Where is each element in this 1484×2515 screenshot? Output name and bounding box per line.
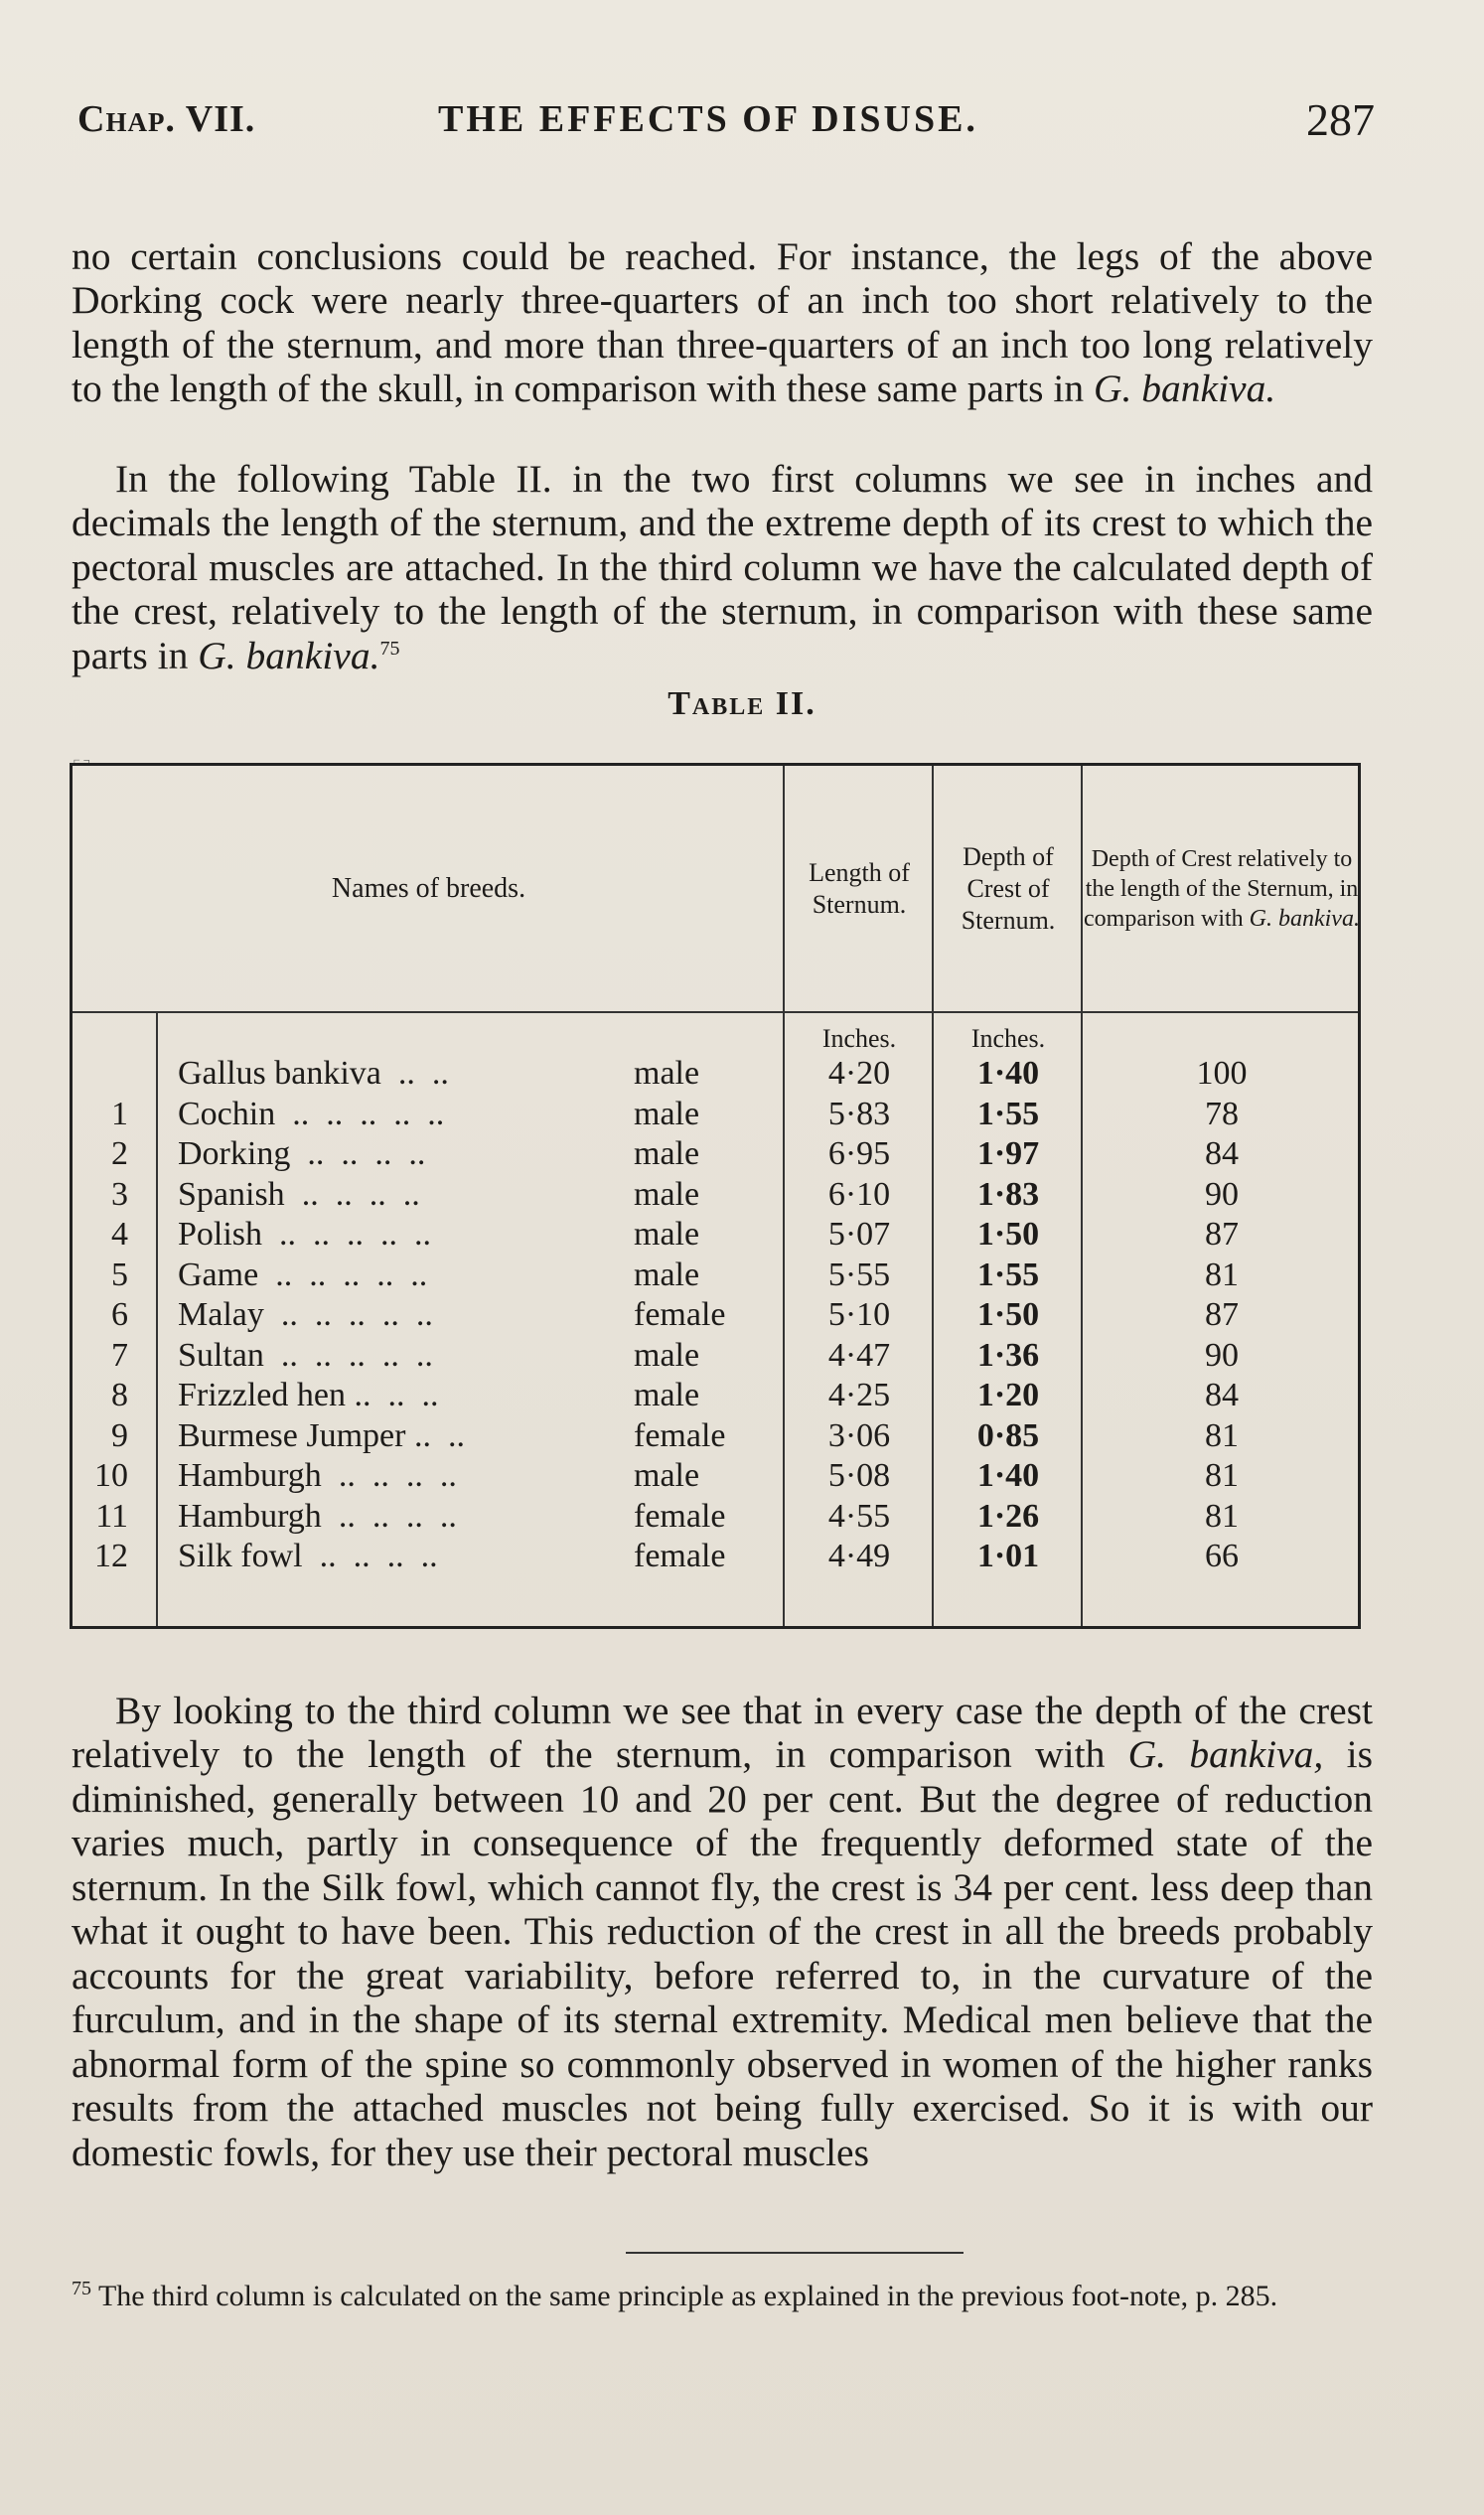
header-length: Length of Sternum. bbox=[809, 857, 910, 919]
sternum-length: 4·25 bbox=[827, 1377, 891, 1413]
breed-label: Hamburgh bbox=[178, 1497, 322, 1535]
breed-label: Dorking bbox=[178, 1135, 291, 1172]
species-name: G. bankiva, bbox=[1127, 1732, 1324, 1776]
row-number: 8 bbox=[111, 1377, 128, 1413]
leader-dots: .. .. .. .. bbox=[290, 1135, 426, 1172]
crest-depth: 1·83 bbox=[976, 1175, 1040, 1213]
table-title: Table II. bbox=[668, 685, 816, 722]
leader-dots: .. .. bbox=[380, 1055, 449, 1092]
leader-dots: .. .. .. .. .. bbox=[263, 1336, 433, 1374]
table-row bbox=[73, 1054, 1358, 1095]
relative-depth: 81 bbox=[1205, 1457, 1239, 1494]
breed-name bbox=[178, 1497, 457, 1538]
header-divider bbox=[73, 1011, 1358, 1013]
row-number: 7 bbox=[111, 1336, 128, 1374]
sternum-length: 5·08 bbox=[827, 1457, 891, 1494]
crest-depth: 1·26 bbox=[976, 1497, 1040, 1535]
relative-depth: 84 bbox=[1205, 1377, 1239, 1413]
sex: male bbox=[634, 1256, 700, 1293]
sex: male bbox=[634, 1175, 700, 1213]
sex: male bbox=[634, 1135, 700, 1172]
crest-depth: 1·40 bbox=[976, 1457, 1040, 1494]
relative-depth: 81 bbox=[1205, 1416, 1239, 1454]
crest-depth: 1·55 bbox=[976, 1256, 1040, 1293]
crest-depth: 0·85 bbox=[976, 1416, 1040, 1454]
relative-depth: 66 bbox=[1205, 1538, 1239, 1574]
table-row bbox=[73, 1215, 1358, 1256]
paragraph-text: is diminished, generally between 10 and 20 per cent. But the degree of reduction varies much, partly in consequence of the frequently deformed state of the sternum. In the Silk fowl, which cannot fly, the crest is 34 per cent. less deep than what it ought to have been. This reduction of the crest in all the breeds probably accounts for the great variability, before referred to, in the curvature of the furculum, and in the shape of its sternal extremity. Medical men believe that the abnormal form of the spine so commonly observed in women of the higher ranks results from the attached muscles not being fully exercised. So it is with our domestic fowls, for they use their pectoral muscles bbox=[72, 1732, 1373, 2174]
running-title: THE EFFECTS OF DISUSE. bbox=[438, 98, 978, 140]
sex: female bbox=[634, 1416, 726, 1454]
sex: male bbox=[634, 1216, 700, 1253]
leader-dots: .. .. .. .. .. bbox=[262, 1216, 432, 1253]
relative-depth: 90 bbox=[1205, 1336, 1239, 1374]
table-row bbox=[73, 1416, 1358, 1457]
sex: male bbox=[634, 1457, 700, 1494]
crest-depth: 1·40 bbox=[976, 1055, 1040, 1092]
crest-depth: 1·20 bbox=[976, 1377, 1040, 1413]
leader-dots: .. .. .. .. .. bbox=[263, 1296, 433, 1333]
breed-name bbox=[178, 1456, 457, 1497]
row-number: 10 bbox=[94, 1457, 128, 1494]
running-header bbox=[77, 94, 1375, 157]
crest-depth: 1·50 bbox=[976, 1296, 1040, 1333]
crest-depth: 1·55 bbox=[976, 1095, 1040, 1132]
breed-name bbox=[178, 1095, 444, 1135]
breed-name bbox=[178, 1054, 449, 1095]
relative-depth: 87 bbox=[1205, 1296, 1239, 1333]
unit-length: Inches. bbox=[821, 1024, 897, 1053]
footnote-text: The third column is calculated on the same principle as explained in the previous foot-note, p. 285. bbox=[91, 2280, 1278, 2312]
footnote-marker: 75 bbox=[72, 2278, 91, 2299]
sternum-length: 5·55 bbox=[827, 1256, 891, 1293]
sternum-length: 4·20 bbox=[827, 1055, 891, 1092]
breed-label: Silk fowl bbox=[178, 1538, 303, 1574]
breed-label: Frizzled hen bbox=[178, 1377, 346, 1413]
header-relative-depth bbox=[1083, 766, 1361, 1011]
sex: male bbox=[634, 1055, 700, 1092]
sex: female bbox=[634, 1296, 726, 1333]
paragraph-intro bbox=[72, 234, 1373, 411]
breed-name bbox=[178, 1537, 438, 1577]
relative-depth: 81 bbox=[1205, 1256, 1239, 1293]
leader-dots: .. .. bbox=[405, 1416, 465, 1454]
leader-dots: .. .. .. .. bbox=[321, 1457, 457, 1494]
relative-depth: 87 bbox=[1205, 1216, 1239, 1253]
sternum-length: 4·55 bbox=[827, 1497, 891, 1535]
breeds-table bbox=[70, 763, 1361, 1629]
paragraph-text: no certain conclusions could be reached. For instance, the legs of the above Dorking cock were nearly three-quarters of an inch too short relatively to the length of the sternum, and more than three-quarters of an inch too long relatively to the length of the skull, in comparison with these same parts in bbox=[72, 233, 1373, 410]
sternum-length: 4·47 bbox=[827, 1336, 891, 1374]
leader-dots: .. .. .. bbox=[346, 1377, 439, 1413]
chapter-label: Chap. VII. bbox=[77, 98, 256, 140]
relative-depth: 100 bbox=[1196, 1055, 1248, 1092]
breed-name bbox=[178, 1256, 427, 1296]
header-depth: Depth of Crest of Sternum. bbox=[961, 841, 1056, 935]
paragraph-discussion bbox=[72, 1689, 1373, 2175]
relative-depth: 90 bbox=[1205, 1175, 1239, 1213]
breed-label: Sultan bbox=[178, 1336, 264, 1374]
breed-name bbox=[178, 1376, 439, 1416]
footnote-rule bbox=[626, 2252, 964, 2254]
header-names: Names of breeds. bbox=[331, 872, 526, 904]
table-row bbox=[73, 1256, 1358, 1296]
row-number: 12 bbox=[94, 1538, 128, 1574]
crest-depth: 1·01 bbox=[976, 1538, 1040, 1574]
leader-dots: .. .. .. .. bbox=[321, 1497, 457, 1535]
table-row bbox=[73, 1456, 1358, 1497]
sex: male bbox=[634, 1336, 700, 1374]
species-name: G. bankiva. bbox=[1249, 905, 1360, 932]
paragraph-text: In the following Table II. in the two first columns we see in inches and decimals the length of the sternum, and the extreme depth of its crest to which the pectoral muscles are attached. In the third column we have the calculated depth of the crest, relatively to the length of the sternum, in comparison with these same parts in bbox=[72, 456, 1373, 677]
breed-name bbox=[178, 1295, 433, 1336]
paragraph-table-intro bbox=[72, 457, 1373, 678]
breed-label: Polish bbox=[178, 1216, 263, 1253]
header-relative-text: Depth of Crest relatively to the length of the Sternum, in comparison with bbox=[1084, 845, 1359, 932]
table-row bbox=[73, 1175, 1358, 1216]
relative-depth: 84 bbox=[1205, 1135, 1239, 1172]
breed-label: Burmese Jumper bbox=[178, 1416, 406, 1454]
breed-label: Gallus bankiva bbox=[178, 1055, 381, 1092]
breed-name bbox=[178, 1134, 425, 1175]
crest-depth: 1·50 bbox=[976, 1216, 1040, 1253]
row-number: 1 bbox=[111, 1095, 128, 1132]
breed-label: Hamburgh bbox=[178, 1457, 322, 1494]
row-number: 3 bbox=[111, 1175, 128, 1213]
row-number: 4 bbox=[111, 1216, 128, 1253]
sex: female bbox=[634, 1538, 726, 1574]
breed-label: Spanish bbox=[178, 1175, 285, 1213]
leader-dots: .. .. .. .. .. bbox=[258, 1256, 428, 1293]
sternum-length: 5·83 bbox=[827, 1095, 891, 1132]
row-number: 9 bbox=[111, 1416, 128, 1454]
table-row bbox=[73, 1336, 1358, 1377]
leader-dots: .. .. .. .. .. bbox=[275, 1095, 445, 1132]
row-number: 11 bbox=[95, 1497, 128, 1535]
row-number: 5 bbox=[111, 1256, 128, 1293]
footnote-ref: 75 bbox=[379, 637, 400, 660]
species-name: G. bankiva. bbox=[198, 633, 380, 677]
print-mark: ⌐ ¬ bbox=[74, 753, 90, 767]
table-row bbox=[73, 1497, 1358, 1538]
crest-depth: 1·97 bbox=[976, 1135, 1040, 1172]
species-name: G. bankiva. bbox=[1094, 367, 1276, 410]
leader-dots: .. .. .. .. bbox=[302, 1538, 438, 1574]
relative-depth: 78 bbox=[1205, 1095, 1239, 1132]
table-body bbox=[73, 1054, 1358, 1577]
relative-depth: 81 bbox=[1205, 1497, 1239, 1535]
row-number: 6 bbox=[111, 1296, 128, 1333]
sex: female bbox=[634, 1497, 726, 1535]
breed-label: Cochin bbox=[178, 1095, 276, 1132]
row-number: 2 bbox=[111, 1135, 128, 1172]
breed-name bbox=[178, 1336, 433, 1377]
crest-depth: 1·36 bbox=[976, 1336, 1040, 1374]
sex: male bbox=[634, 1095, 700, 1132]
table-row bbox=[73, 1376, 1358, 1416]
sternum-length: 4·49 bbox=[827, 1538, 891, 1574]
unit-depth: Inches. bbox=[970, 1024, 1046, 1053]
sternum-length: 6·95 bbox=[827, 1135, 891, 1172]
breed-name bbox=[178, 1416, 465, 1457]
footnote bbox=[72, 2277, 1373, 2316]
breed-label: Malay bbox=[178, 1296, 264, 1333]
table-row bbox=[73, 1537, 1358, 1577]
paragraph-text: By looking to the third column we see that in every case the depth of the crest relatively to the length of the sternum, in comparison with bbox=[72, 1688, 1373, 1776]
sternum-length: 6·10 bbox=[827, 1175, 891, 1213]
leader-dots: .. .. .. .. bbox=[284, 1175, 420, 1213]
table-row bbox=[73, 1095, 1358, 1135]
breed-name bbox=[178, 1215, 431, 1256]
breed-label: Game bbox=[178, 1256, 259, 1293]
page-number: 287 bbox=[1306, 94, 1375, 145]
table-row bbox=[73, 1295, 1358, 1336]
sternum-length: 5·10 bbox=[827, 1296, 891, 1333]
breed-name bbox=[178, 1175, 420, 1216]
sternum-length: 5·07 bbox=[827, 1216, 891, 1253]
table-row bbox=[73, 1134, 1358, 1175]
sex: male bbox=[634, 1377, 700, 1413]
sternum-length: 3·06 bbox=[827, 1416, 891, 1454]
